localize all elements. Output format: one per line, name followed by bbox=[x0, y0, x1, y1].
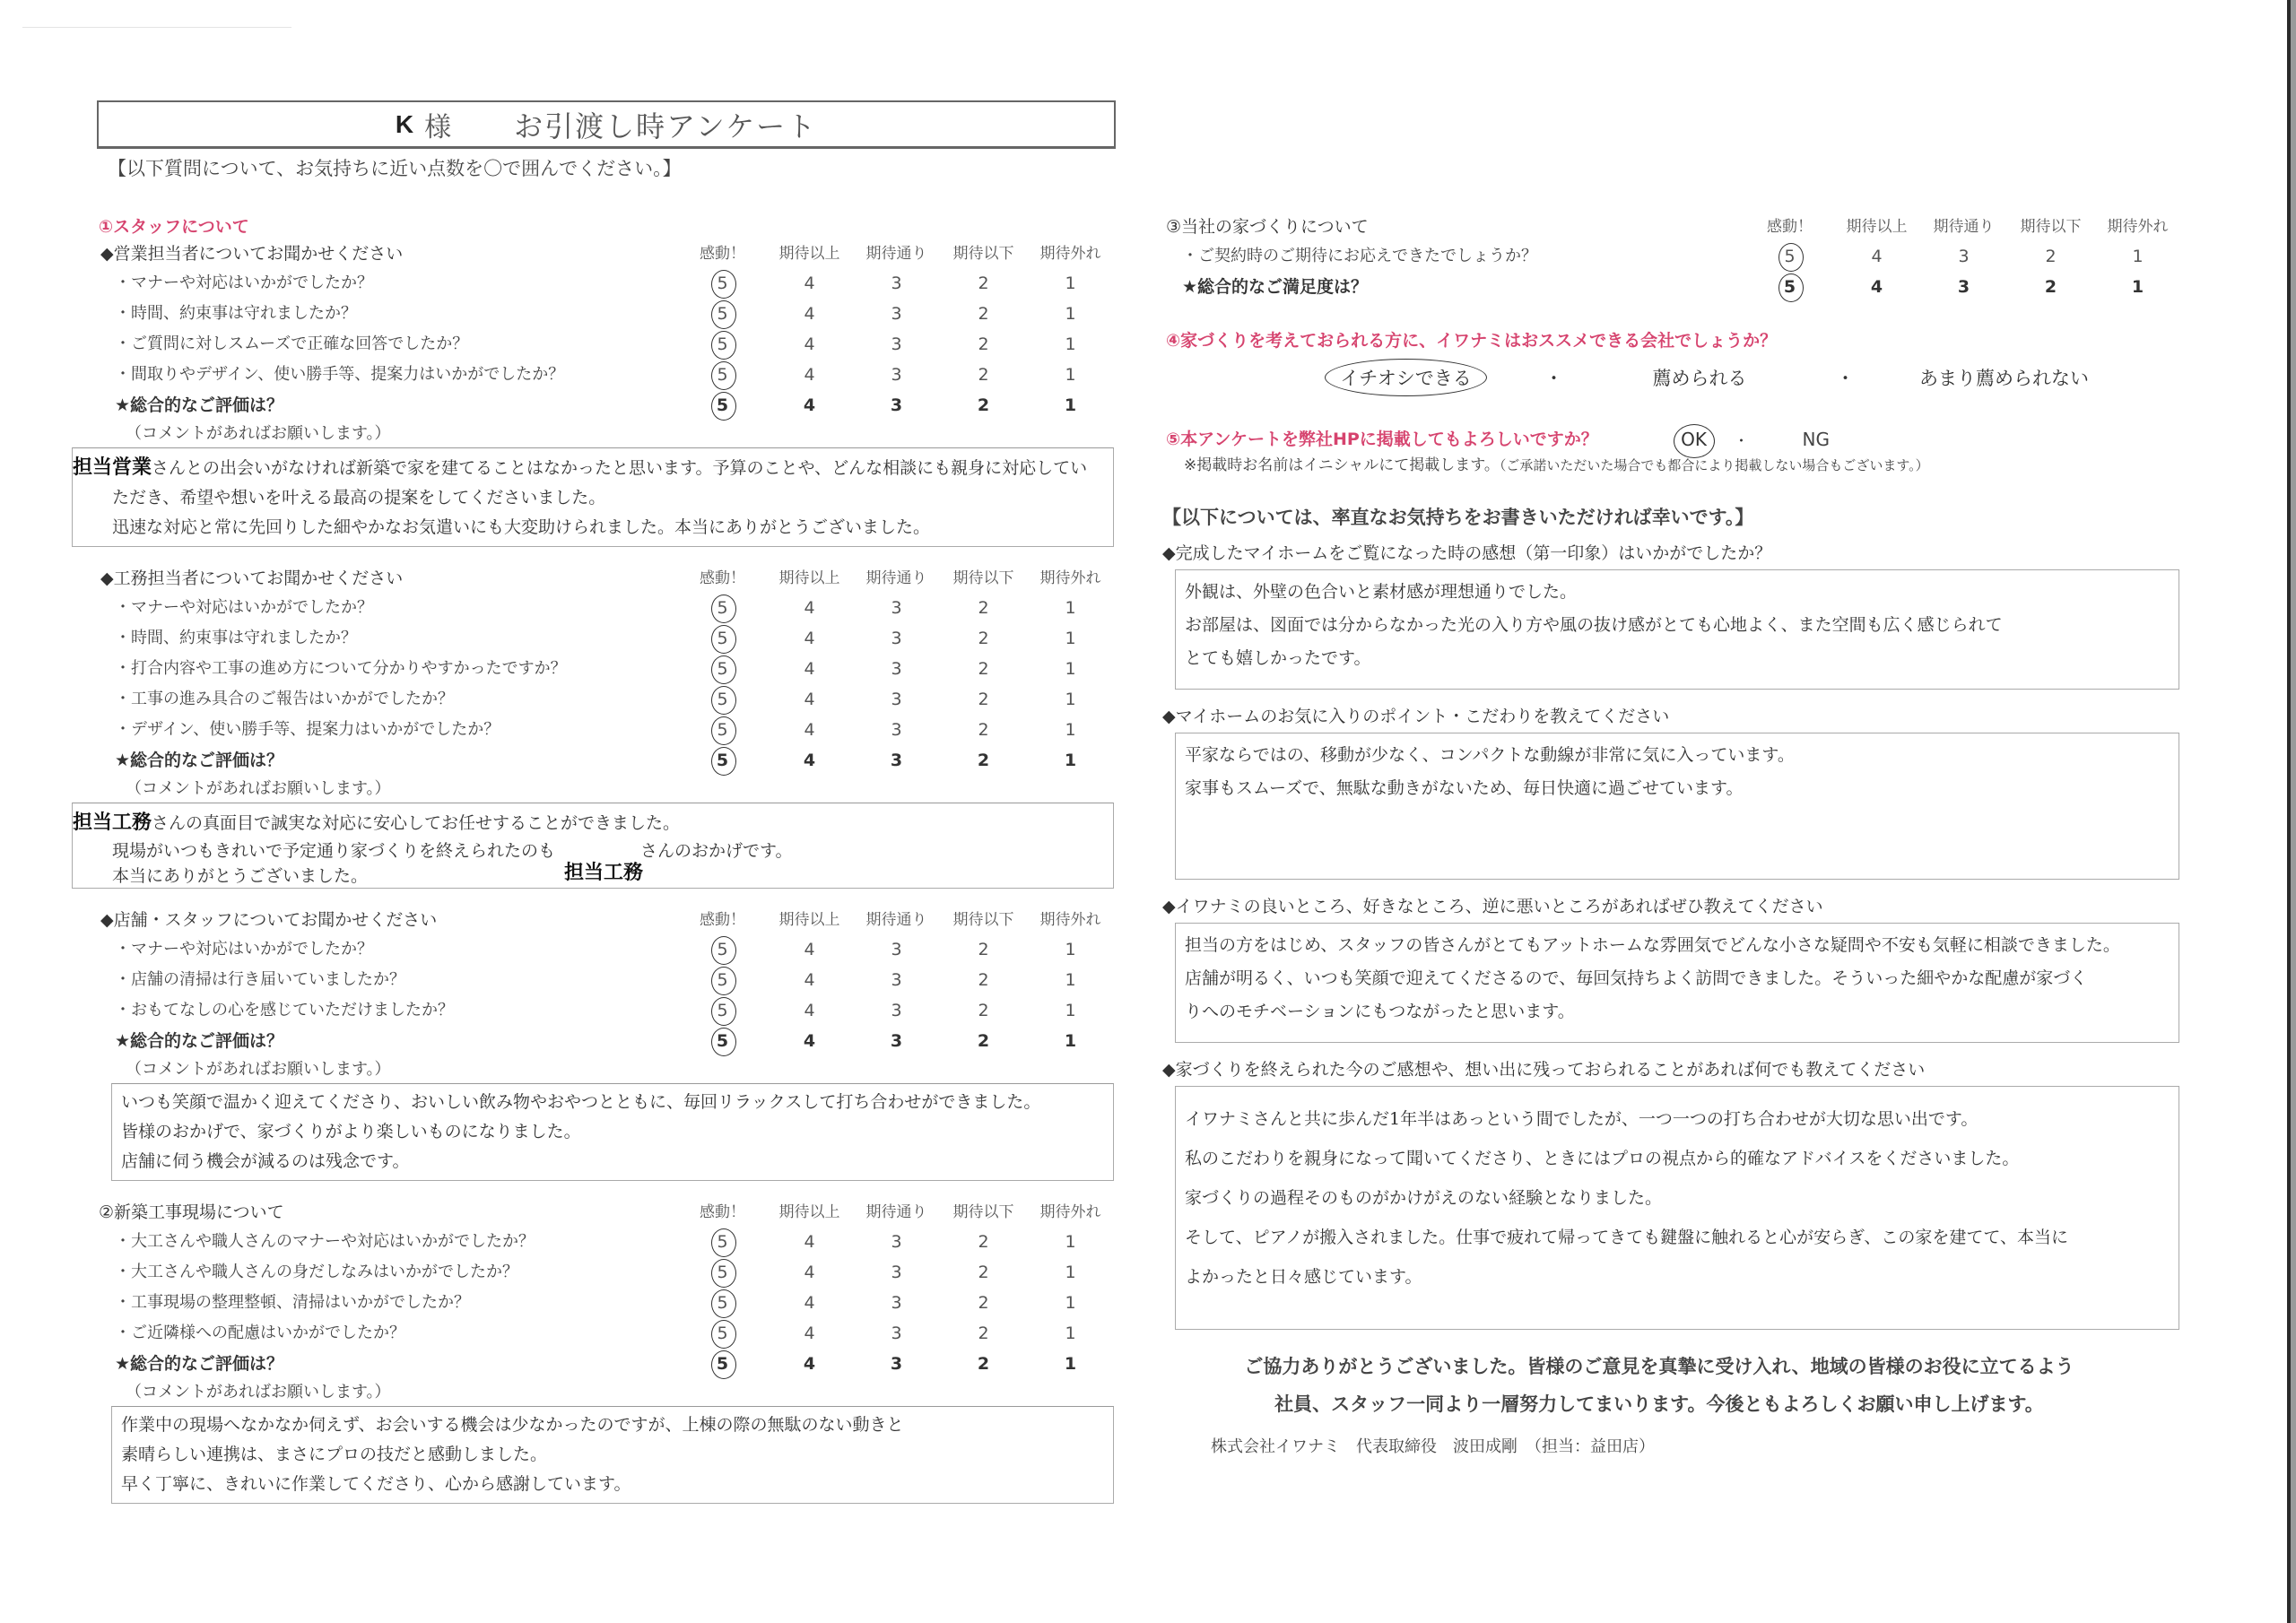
rating-options bbox=[679, 299, 1114, 329]
question-text: ・マナーや対応はいかがでしたか？ bbox=[115, 940, 373, 959]
overall-rating-row bbox=[90, 745, 1121, 776]
question-text: ・工事の進み具合のご報告はいかがでしたか？ bbox=[115, 690, 454, 708]
rating-option-2[interactable]: 2 bbox=[978, 1232, 989, 1252]
rating-option-5[interactable]: 5 bbox=[679, 684, 766, 715]
rating-option-1[interactable]: 1 bbox=[1065, 334, 1076, 354]
overall-rating-row bbox=[90, 1026, 1121, 1056]
construction-total bbox=[90, 745, 1121, 776]
scale-label: 期待通り bbox=[865, 245, 927, 263]
site-comment-box bbox=[111, 1406, 1114, 1504]
rating-option-5[interactable]: 5 bbox=[679, 329, 766, 360]
rating-options bbox=[679, 1349, 1114, 1379]
question-text: ・間取りやデザイン、使い勝手等、提案力はいかがでしたか？ bbox=[115, 365, 565, 384]
scale-label: 期待以下 bbox=[952, 911, 1014, 929]
rating-option-3[interactable]: 3 bbox=[891, 659, 902, 679]
question-row bbox=[90, 299, 1121, 329]
rating-option-1[interactable]: 1 bbox=[1065, 659, 1076, 679]
scale-header bbox=[679, 907, 1114, 934]
scale-header bbox=[679, 565, 1114, 593]
question-text: ・時間、約束事は守れましたか？ bbox=[115, 629, 357, 647]
rating-option-2[interactable]: 2 bbox=[978, 629, 989, 648]
question-row bbox=[1157, 241, 2188, 272]
question-text: ・マナーや対応はいかがでしたか？ bbox=[115, 273, 373, 292]
question-row bbox=[90, 360, 1121, 390]
rating-options bbox=[679, 1227, 1114, 1257]
left-column bbox=[73, 213, 1121, 1504]
question-text: ・工事現場の整理整頓、清掃はいかがでしたか？ bbox=[115, 1293, 470, 1312]
question-text: ・マナーや対応はいかがでしたか？ bbox=[115, 598, 373, 617]
rating-options bbox=[679, 715, 1114, 745]
rating-option-2[interactable]: 2 bbox=[977, 1354, 990, 1374]
house-questions bbox=[1157, 241, 2188, 272]
rating-option-2[interactable]: 2 bbox=[977, 751, 990, 770]
staff-name-overlay: 担当営業 bbox=[73, 456, 152, 478]
rating-option-5[interactable]: 5 bbox=[679, 360, 766, 390]
question-row bbox=[90, 1257, 1121, 1288]
company-signature: 株式会社イワナミ 代表取締役 波田成剛 （担当：益田店） bbox=[1211, 1437, 1655, 1456]
question-row bbox=[90, 654, 1121, 684]
rating-option-1[interactable]: 1 bbox=[1065, 970, 1076, 990]
rating-option-2[interactable]: 2 bbox=[978, 365, 989, 385]
hp-consent-row bbox=[1157, 426, 2188, 453]
rating-option-4[interactable]: 4 bbox=[804, 1232, 815, 1252]
rating-option-4[interactable]: 4 bbox=[804, 720, 815, 740]
store-comment-box bbox=[111, 1083, 1114, 1181]
scale-label: 期待外れ bbox=[1039, 569, 1101, 587]
recommend-option-recommend[interactable]: 薦められる bbox=[1652, 368, 1747, 389]
scale-label: 期待以下 bbox=[952, 245, 1014, 263]
rating-option-4[interactable]: 4 bbox=[803, 1031, 816, 1051]
rating-options bbox=[679, 965, 1114, 995]
survey-title-box bbox=[97, 100, 1116, 149]
overall-question: ★総合的なご満足度は？ bbox=[1182, 277, 1369, 297]
rating-option-1[interactable]: 1 bbox=[2131, 277, 2144, 297]
store-questions bbox=[90, 934, 1121, 1026]
scale-label: 期待以上 bbox=[778, 911, 840, 929]
rating-option-5[interactable]: 5 bbox=[679, 965, 766, 995]
rating-option-1[interactable]: 1 bbox=[1065, 629, 1076, 648]
scale-label: 期待以上 bbox=[778, 245, 840, 263]
rating-option-3[interactable]: 3 bbox=[890, 1354, 903, 1374]
recommend-options bbox=[1157, 354, 2188, 401]
rating-option-5[interactable]: 5 bbox=[679, 1026, 766, 1056]
scale-header bbox=[1746, 213, 2181, 241]
customer-initial: K bbox=[395, 109, 414, 138]
section-1-title: ①スタッフについて bbox=[99, 217, 249, 237]
scale-label: 期待外れ bbox=[2107, 218, 2169, 236]
rating-option-1[interactable]: 1 bbox=[1065, 304, 1076, 324]
rating-option-1[interactable]: 1 bbox=[1064, 1031, 1077, 1051]
scale-header bbox=[679, 1199, 1114, 1227]
rating-option-4[interactable]: 4 bbox=[804, 273, 815, 293]
comment-line: いつも笑顔で温かく迎えてくださり、おいしい飲み物やおやつとともに、毎回リラックスして打ち合わせができました。 bbox=[121, 1092, 1041, 1112]
rating-option-5[interactable]: 5 bbox=[679, 1257, 766, 1288]
scale-label: 期待以上 bbox=[1846, 218, 1908, 236]
rating-option-5[interactable]: 5 bbox=[679, 715, 766, 745]
rating-option-2[interactable]: 2 bbox=[978, 720, 989, 740]
comment-prompt: （コメントがあればお願いします。） bbox=[126, 1060, 391, 1079]
scale-label: 感動！ bbox=[700, 569, 745, 587]
rating-option-2[interactable]: 2 bbox=[978, 970, 989, 990]
rating-option-4[interactable]: 4 bbox=[803, 1354, 816, 1374]
right-column bbox=[1157, 213, 2188, 1457]
question-row bbox=[90, 268, 1121, 299]
rating-option-5[interactable]: 5 bbox=[679, 654, 766, 684]
rating-options bbox=[679, 995, 1114, 1026]
question-text: ・おもてなしの心を感じていただけましたか？ bbox=[115, 1001, 454, 1020]
question-row bbox=[90, 329, 1121, 360]
rating-option-5[interactable]: 5 bbox=[679, 268, 766, 299]
rating-option-5[interactable]: 5 bbox=[679, 1318, 766, 1349]
rating-option-3[interactable]: 3 bbox=[891, 1324, 902, 1343]
rating-option-4[interactable]: 4 bbox=[804, 690, 815, 709]
rating-options bbox=[1746, 272, 2181, 302]
scale-label: 期待以下 bbox=[952, 569, 1014, 587]
rating-option-5[interactable]: 5 bbox=[679, 934, 766, 965]
comment-line: 現場がいつもきれいで予定通り家づくりを終えられたのも さんのおかげです。 bbox=[112, 841, 793, 861]
rating-options bbox=[679, 1026, 1114, 1056]
rating-option-2[interactable]: 2 bbox=[978, 334, 989, 354]
rating-option-1[interactable]: 1 bbox=[1065, 365, 1076, 385]
free-answer-box bbox=[1175, 733, 2179, 880]
comment-line: 担当工務さんの真面目で誠実な対応に安心してお任せすることができました。 bbox=[73, 811, 681, 833]
rating-option-1[interactable]: 1 bbox=[1065, 940, 1076, 959]
rating-option-3[interactable]: 3 bbox=[890, 1031, 903, 1051]
free-question: ◆完成したマイホームをご覧になった時の感想（第一印象）はいかがでしたか？ bbox=[1162, 543, 1772, 563]
sales-heading: ◆営業担当者についてお聞かせください bbox=[100, 244, 404, 264]
comment-line: 素晴らしい連携は、まさにプロの技だと感動しました。 bbox=[121, 1445, 548, 1464]
rating-options bbox=[679, 268, 1114, 299]
rating-option-4[interactable]: 4 bbox=[803, 395, 816, 415]
question-text: ・ご近隣様への配慮はいかがでしたか？ bbox=[115, 1324, 405, 1342]
scale-label: 期待以上 bbox=[778, 1203, 840, 1221]
scale-label: 期待通り bbox=[865, 569, 927, 587]
overall-rating-row bbox=[1157, 272, 2188, 302]
rating-option-1[interactable]: 1 bbox=[1065, 690, 1076, 709]
section-2-heading-row bbox=[90, 1199, 1121, 1227]
rating-option-5[interactable]: 5 bbox=[679, 390, 766, 421]
store-heading-row bbox=[90, 907, 1121, 934]
rating-options bbox=[679, 934, 1114, 965]
rating-option-3[interactable]: 3 bbox=[891, 598, 902, 618]
house-total bbox=[1157, 272, 2188, 302]
question-row bbox=[90, 934, 1121, 965]
rating-option-4[interactable]: 4 bbox=[804, 334, 815, 354]
rating-option-5[interactable]: 5 bbox=[679, 593, 766, 623]
question-text: ・店舗の清掃は行き届いていましたか？ bbox=[115, 970, 405, 989]
scale-label: 期待以下 bbox=[952, 1203, 1014, 1221]
rating-option-5[interactable]: 5 bbox=[679, 995, 766, 1026]
rating-options bbox=[679, 654, 1114, 684]
answer-line: 外観は、外壁の色合いと素材感が理想通りでした。 bbox=[1185, 582, 1578, 602]
rating-options bbox=[679, 684, 1114, 715]
rating-option-3[interactable]: 3 bbox=[891, 629, 902, 648]
rating-option-4[interactable]: 4 bbox=[804, 1293, 815, 1313]
rating-option-1[interactable]: 1 bbox=[1065, 273, 1076, 293]
customer-honorific: 様 bbox=[424, 111, 452, 143]
rating-option-2[interactable]: 2 bbox=[978, 304, 989, 324]
free-answer-box bbox=[1175, 923, 2179, 1043]
rating-option-4[interactable]: 4 bbox=[1870, 277, 1883, 297]
rating-option-3[interactable]: 3 bbox=[1957, 277, 1970, 297]
rating-option-2[interactable]: 2 bbox=[978, 659, 989, 679]
rating-option-4[interactable]: 4 bbox=[804, 659, 815, 679]
comment-line: 皆様のおかげで、家づくりがより楽しいものになりました。 bbox=[121, 1122, 581, 1141]
rating-option-2[interactable]: 2 bbox=[977, 395, 990, 415]
answer-line: お部屋は、図面では分からなかった光の入り方や風の抜け感がとても心地よく、また空間も広く感じられて bbox=[1185, 615, 2003, 635]
rating-option-3[interactable]: 3 bbox=[891, 690, 902, 709]
rating-option-2[interactable]: 2 bbox=[977, 1031, 990, 1051]
rating-option-4[interactable]: 4 bbox=[804, 304, 815, 324]
question-row bbox=[90, 623, 1121, 654]
question-text: ・大工さんや職人さんの身だしなみはいかがでしたか？ bbox=[115, 1263, 518, 1281]
rating-option-3[interactable]: 3 bbox=[891, 273, 902, 293]
comment-line: 担当営業さんとの出会いがなければ新築で家を建てることはなかったと思います。予算のことや、どんな相談にも親身に対応してい bbox=[73, 456, 1088, 478]
scale-label: 感動！ bbox=[1767, 218, 1813, 236]
store-heading: ◆店舗・スタッフについてお聞かせください bbox=[100, 910, 438, 930]
survey-instruction: 【以下質問について、お気持ちに近い点数を〇で囲んでください。】 bbox=[108, 158, 682, 179]
answer-line: とても嬉しかったです。 bbox=[1185, 648, 1371, 668]
comment-prompt: （コメントがあればお願いします。） bbox=[126, 779, 391, 798]
rating-option-5[interactable]: 5 bbox=[1746, 272, 1833, 302]
rating-options bbox=[679, 1257, 1114, 1288]
answer-line: 私のこだわりを親身になって聞いてくださり、ときにはプロの視点から的確なアドバイスをくださいました。 bbox=[1185, 1149, 2020, 1168]
overall-question: ★総合的なご評価は？ bbox=[115, 751, 284, 770]
rating-option-5[interactable]: 5 bbox=[679, 1227, 766, 1257]
scale-label: 期待以下 bbox=[2020, 218, 2082, 236]
construction-questions bbox=[90, 593, 1121, 745]
rating-option-4[interactable]: 4 bbox=[804, 598, 815, 618]
answer-line: 担当の方をはじめ、スタッフの皆さんがとてもアットホームな雰囲気でどんな小さな疑問や不安も気軽に相談できました。 bbox=[1185, 935, 2120, 955]
rating-option-3[interactable]: 3 bbox=[891, 365, 902, 385]
rating-option-3[interactable]: 3 bbox=[890, 751, 903, 770]
scale-label: 期待外れ bbox=[1039, 1203, 1101, 1221]
rating-option-1[interactable]: 1 bbox=[2132, 247, 2144, 266]
section-5-title: ⑤本アンケートを弊社HPに掲載してもよろしいですか？ bbox=[1166, 430, 1598, 449]
comment-line: ただき、希望や想いを叶える最高の提案をしてくださいました。 bbox=[112, 488, 606, 508]
free-answer-box bbox=[1175, 569, 2179, 690]
rating-options bbox=[1746, 241, 2181, 272]
store-total bbox=[90, 1026, 1121, 1056]
question-row bbox=[90, 715, 1121, 745]
question-row bbox=[90, 593, 1121, 623]
scale-label: 期待外れ bbox=[1039, 911, 1101, 929]
rating-option-2[interactable]: 2 bbox=[978, 598, 989, 618]
rating-option-1[interactable]: 1 bbox=[1065, 1263, 1076, 1282]
section-4-title: ④家づくりを考えておられる方に、イワナミはおススメできる会社でしょうか？ bbox=[1166, 331, 1778, 351]
rating-options bbox=[679, 390, 1114, 421]
scale-label: 期待以上 bbox=[778, 569, 840, 587]
rating-option-4[interactable]: 4 bbox=[804, 970, 815, 990]
staff-name-overlay: 担当工務 bbox=[73, 811, 152, 833]
sales-total bbox=[90, 390, 1121, 421]
rating-option-3[interactable]: 3 bbox=[891, 1001, 902, 1020]
rating-option-4[interactable]: 4 bbox=[804, 1263, 815, 1282]
rating-options bbox=[679, 1318, 1114, 1349]
rating-option-2[interactable]: 2 bbox=[978, 1263, 989, 1282]
free-answer-box bbox=[1175, 1086, 2179, 1330]
answer-line: よかったと日々感じています。 bbox=[1185, 1267, 1422, 1287]
rating-option-2[interactable]: 2 bbox=[978, 1001, 989, 1020]
construction-heading-row bbox=[90, 565, 1121, 593]
rating-option-4[interactable]: 4 bbox=[803, 751, 816, 770]
question-text: ・時間、約束事は守れましたか？ bbox=[115, 304, 357, 323]
question-text: ・デザイン、使い勝手等、提案力はいかがでしたか？ bbox=[115, 720, 500, 739]
scale-label: 感動！ bbox=[700, 911, 745, 929]
rating-option-5[interactable]: 5 bbox=[679, 1349, 766, 1379]
option-separator: ・ bbox=[1544, 368, 1563, 389]
comment-line: 店舗に伺う機会が減るのは残念です。 bbox=[121, 1151, 410, 1171]
comment-line: 作業中の現場へなかなか伺えず、お会いする機会は少なかったのですが、上棟の際の無駄のない動きと bbox=[121, 1415, 904, 1435]
rating-option-3[interactable]: 3 bbox=[891, 720, 902, 740]
rating-option-1[interactable]: 1 bbox=[1065, 1001, 1076, 1020]
question-text: ・大工さんや職人さんのマナーや対応はいかがでしたか？ bbox=[115, 1232, 535, 1251]
option-separator: ・ bbox=[1734, 431, 1749, 449]
question-row bbox=[90, 965, 1121, 995]
question-text: ・ご質問に対しスムーズで正確な回答でしたか？ bbox=[115, 334, 469, 353]
rating-option-3[interactable]: 3 bbox=[891, 1293, 902, 1313]
rating-option-3[interactable]: 3 bbox=[890, 395, 903, 415]
rating-option-1[interactable]: 1 bbox=[1065, 1324, 1076, 1343]
rating-option-4[interactable]: 4 bbox=[1871, 247, 1883, 266]
rating-option-2[interactable]: 2 bbox=[978, 273, 989, 293]
scan-edge bbox=[2287, 0, 2296, 1623]
free-question: ◆マイホームのお気に入りのポイント・こだわりを教えてください bbox=[1162, 707, 1670, 726]
question-row bbox=[90, 995, 1121, 1026]
answer-line: そして、ピアノが搬入されました。仕事で疲れて帰ってきても鍵盤に触れると心が安らぎ、この家を建てて、本当に bbox=[1185, 1228, 2068, 1247]
scale-label: 期待通り bbox=[865, 1203, 927, 1221]
rating-option-3[interactable]: 3 bbox=[891, 1263, 902, 1282]
rating-option-2[interactable]: 2 bbox=[2044, 277, 2057, 297]
question-text: ・ご契約時のご期待にお応えできたでしょうか？ bbox=[1182, 247, 1537, 265]
rating-options bbox=[679, 593, 1114, 623]
rating-option-4[interactable]: 4 bbox=[804, 365, 815, 385]
answer-line: 平家ならではの、移動が少なく、コンパクトな動線が非常に気に入っています。 bbox=[1185, 745, 1795, 765]
overall-question: ★総合的なご評価は？ bbox=[115, 1354, 284, 1374]
recommend-option-top-pick[interactable]: イチオシできる bbox=[1332, 364, 1480, 391]
section-2-title: ②新築工事現場について bbox=[99, 1202, 284, 1222]
rating-options bbox=[679, 1288, 1114, 1318]
rating-option-2[interactable]: 2 bbox=[978, 1324, 989, 1343]
comment-line: 早く丁寧に、きれいに作業してくださり、心から感謝しています。 bbox=[121, 1474, 631, 1494]
scan-artifact-line bbox=[22, 27, 291, 28]
question-row bbox=[90, 684, 1121, 715]
overall-rating-row bbox=[90, 1349, 1121, 1379]
hp-option-ok[interactable]: OK bbox=[1674, 429, 1715, 450]
construction-heading: ◆工務担当者についてお聞かせください bbox=[100, 568, 404, 588]
option-separator: ・ bbox=[1836, 368, 1855, 389]
staff-name-overlay: 担当工務 bbox=[564, 861, 644, 883]
answer-line: りへのモチベーションにもつながったと思います。 bbox=[1185, 1002, 1575, 1021]
question-row bbox=[90, 1288, 1121, 1318]
site-total bbox=[90, 1349, 1121, 1379]
rating-option-4[interactable]: 4 bbox=[804, 629, 815, 648]
rating-options bbox=[679, 623, 1114, 654]
overall-question: ★総合的なご評価は？ bbox=[115, 1031, 284, 1051]
rating-option-1[interactable]: 1 bbox=[1065, 598, 1076, 618]
answer-line: 家事もスムーズで、無駄な動きがないため、毎日快適に過ごせています。 bbox=[1185, 778, 1744, 798]
closing-line: 社員、スタッフ一同より一層努力してまいります。今後ともよろしくお願い申し上げます。 bbox=[1274, 1393, 2044, 1415]
closing-line: ご協力ありがとうございました。皆様のご意見を真摯に受け入れ、地域の皆様のお役に立てるよう bbox=[1244, 1356, 2074, 1377]
comment-line: 本当にありがとうございました。 bbox=[112, 866, 369, 886]
rating-option-2[interactable]: 2 bbox=[978, 690, 989, 709]
section-3-title: ③当社の家づくりについて bbox=[1166, 217, 1369, 237]
closing-message bbox=[1157, 1348, 2188, 1423]
comment-prompt: （コメントがあればお願いします。） bbox=[126, 424, 391, 443]
rating-option-4[interactable]: 4 bbox=[804, 1324, 815, 1343]
scale-label: 期待通り bbox=[1933, 218, 1995, 236]
sales-heading-row bbox=[90, 240, 1121, 268]
rating-option-4[interactable]: 4 bbox=[804, 940, 815, 959]
rating-options bbox=[679, 329, 1114, 360]
scale-label: 感動！ bbox=[700, 245, 745, 263]
scale-label: 期待通り bbox=[865, 911, 927, 929]
rating-options bbox=[679, 360, 1114, 390]
rating-option-3[interactable]: 3 bbox=[891, 334, 902, 354]
survey-title: お引渡し時アンケート bbox=[514, 108, 818, 143]
hp-option-ng[interactable]: NG bbox=[1802, 429, 1830, 450]
question-text: ・打合内容や工事の進め方について分かりやすかったですか？ bbox=[115, 659, 567, 678]
rating-option-2[interactable]: 2 bbox=[978, 940, 989, 959]
scale-label: 感動！ bbox=[700, 1203, 745, 1221]
site-questions bbox=[90, 1227, 1121, 1349]
overall-rating-row bbox=[90, 390, 1121, 421]
recommend-option-not-really[interactable]: あまり薦められない bbox=[1919, 368, 2089, 389]
answer-line: イワナミさんと共に歩んだ1年半はあっという間でしたが、一つ一つの打ち合わせが大切な思い出です。 bbox=[1185, 1109, 1979, 1129]
rating-option-1[interactable]: 1 bbox=[1064, 1354, 1077, 1374]
rating-option-5[interactable]: 5 bbox=[679, 299, 766, 329]
rating-option-1[interactable]: 1 bbox=[1064, 395, 1077, 415]
answer-line: 家づくりの過程そのものがかけがえのない経験となりました。 bbox=[1185, 1188, 1663, 1208]
rating-option-2[interactable]: 2 bbox=[2045, 247, 2057, 266]
rating-option-5[interactable]: 5 bbox=[679, 1288, 766, 1318]
rating-option-1[interactable]: 1 bbox=[1064, 751, 1077, 770]
rating-option-1[interactable]: 1 bbox=[1065, 1232, 1076, 1252]
comment-prompt: （コメントがあればお願いします。） bbox=[126, 1383, 391, 1402]
rating-option-5[interactable]: 5 bbox=[679, 745, 766, 776]
rating-option-5[interactable]: 5 bbox=[679, 623, 766, 654]
answer-line: 店舗が明るく、いつも笑顔で迎えてくださるので、毎回気持ちよく訪問できました。そういった細やかな配慮が家づく bbox=[1185, 968, 2088, 988]
free-section-instruction: 【以下については、率直なお気持ちをお書きいただければ幸いです。】 bbox=[1162, 507, 1754, 528]
free-question: ◆イワナミの良いところ、好きなところ、逆に悪いところがあればぜひ教えてください bbox=[1162, 897, 1823, 916]
overall-question: ★総合的なご評価は？ bbox=[115, 395, 284, 415]
comment-line: 迅速な対応と常に先回りした細やかなお気遣いにも大変助けられました。本当にありがとうございました。 bbox=[112, 517, 931, 537]
rating-option-2[interactable]: 2 bbox=[978, 1293, 989, 1313]
construction-comment-box bbox=[72, 803, 1114, 889]
rating-option-1[interactable]: 1 bbox=[1065, 720, 1076, 740]
free-question: ◆家づくりを終えられた今のご感想や、想い出に残っておられることがあれば何でも教えてください bbox=[1162, 1060, 1926, 1080]
rating-option-3[interactable]: 3 bbox=[891, 940, 902, 959]
sales-questions bbox=[90, 268, 1121, 390]
sales-comment-box bbox=[72, 447, 1114, 547]
rating-option-5[interactable]: 5 bbox=[1746, 241, 1833, 272]
rating-option-3[interactable]: 3 bbox=[891, 1232, 902, 1252]
rating-option-4[interactable]: 4 bbox=[804, 1001, 815, 1020]
rating-option-3[interactable]: 3 bbox=[1958, 247, 1970, 266]
rating-option-3[interactable]: 3 bbox=[891, 970, 902, 990]
rating-option-1[interactable]: 1 bbox=[1065, 1293, 1076, 1313]
section-3-heading-row bbox=[1157, 213, 2188, 241]
question-row bbox=[90, 1227, 1121, 1257]
rating-option-3[interactable]: 3 bbox=[891, 304, 902, 324]
scale-label: 期待外れ bbox=[1039, 245, 1101, 263]
hp-note: ※掲載時お名前はイニシャルにて掲載します。（ご承諾いただいた場合でも都合により掲載しない場合もございます。） bbox=[1184, 456, 1929, 474]
question-row bbox=[90, 1318, 1121, 1349]
scale-header bbox=[679, 240, 1114, 268]
rating-options bbox=[679, 745, 1114, 776]
